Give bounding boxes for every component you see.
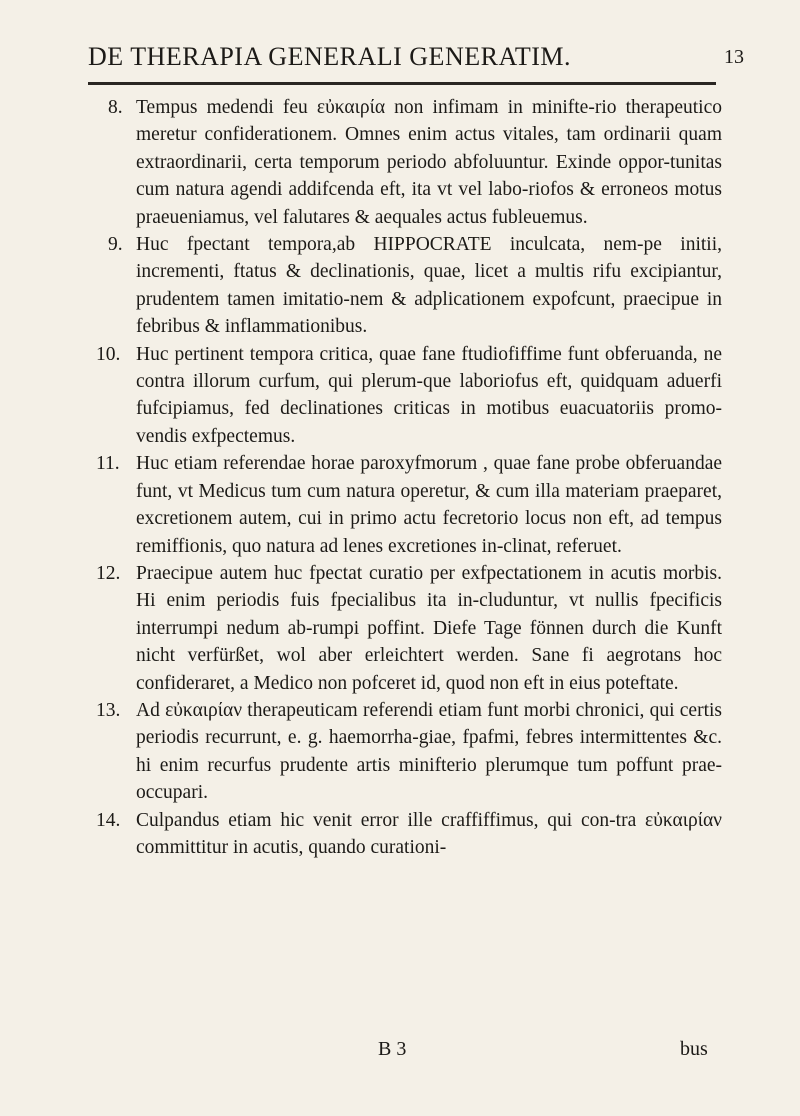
paragraph-text: Huc etiam referendae horae paroxyfmorum , quae fane probe obferuandae funt, vt Medicus tum cum natura operetur, & cum illa materiam praeparet, excretionem autem, cui in primo actu fecretorio locus non eft, ad tempus remiffionis, quo natura ad lenes excretiones in-clinat, referuet. [136, 453, 722, 557]
paragraph-number: 12. [96, 562, 121, 584]
paragraph-number: 13. [96, 699, 121, 721]
paragraph-text: Huc fpectant tempora,ab HIPPOCRATE inculcata, nem-pe initii, incrementi, ftatus & declinationis, quae, licet a multis rifu excipiantur, prudentem tamen imitatio-nem & adplicationem expofcunt, praecipue in febribus & inflammationibus. [136, 234, 722, 338]
paragraph-number: 9. [108, 234, 123, 256]
paragraph-number: 10. [96, 343, 121, 365]
catchword: bus [680, 1038, 708, 1060]
paragraph-12 [96, 560, 722, 697]
running-title: DE THERAPIA GENERALI GENERATIM. [88, 42, 571, 71]
header-rule [88, 82, 716, 85]
paragraph-13 [96, 697, 722, 807]
paragraph-text: Culpandus etiam hic venit error ille craffiffimus, qui con-tra εὐκαιρίαν committitur in acutis, quando curationi- [136, 809, 722, 858]
paragraph-text: Praecipue autem huc fpectat curatio per exfpectationem in acutis morbis. Hi enim periodis fuis fpecialibus ita in-cluduntur, vt nullis fpecificis interrumpi nedum ab-rumpi poffint. Diefe Tage fönnen durch die Kunft nicht verfürßet, wol aber erleichtert werden. Sane fi aegrotans hoc confideraret, a Medico non pofceret id, quod non eft in eius poteftate. [136, 562, 722, 694]
page-footer [0, 1038, 800, 1066]
paragraph-number: 11. [96, 453, 120, 475]
paragraph-number: 8. [108, 97, 123, 118]
signature-mark: B 3 [378, 1038, 407, 1060]
paragraph-text: Huc pertinent tempora critica, quae fane ftudiofiffime funt obferuanda, ne contra illorum curfum, qui plerum-que laboriofus eft, quidquam aduerfi fufcipiamus, fed declinationes criticas in motibus euacuatoriis promo-vendis exfpectemus. [136, 343, 722, 447]
text-body [96, 94, 722, 861]
paragraph-number: 14. [96, 809, 121, 831]
paragraph-10 [96, 341, 722, 451]
page-header [88, 42, 768, 78]
paragraph-text: Tempus medendi feu εὐκαιρία non infimam in minifte-rio therapeutico meretur confiderationem. Omnes enim actus vitales, tam ordinarii quam extraordinarii, certa temporum periodo abfoluuntur. Exinde oppor-tunitas cum natura agendi addifcenda eft, ita vt vel labo-riofos & erroneos motus praeueniamus, vel falutares & aequales actus fubleuemus. [136, 97, 722, 228]
paragraph-11 [96, 450, 722, 560]
paragraph-text: Ad εὐκαιρίαν therapeuticam referendi etiam funt morbi chronici, qui certis periodis recurrunt, e. g. haemorrha-giae, fpafmi, febres intermittentes &c. hi enim recurfus prudente artis minifterio plerumque tum poffunt prae-occupari. [136, 699, 722, 804]
paragraph-8 [110, 94, 722, 231]
paragraph-14 [96, 807, 722, 862]
page-number: 13 [724, 46, 744, 68]
paragraph-9 [110, 231, 722, 341]
